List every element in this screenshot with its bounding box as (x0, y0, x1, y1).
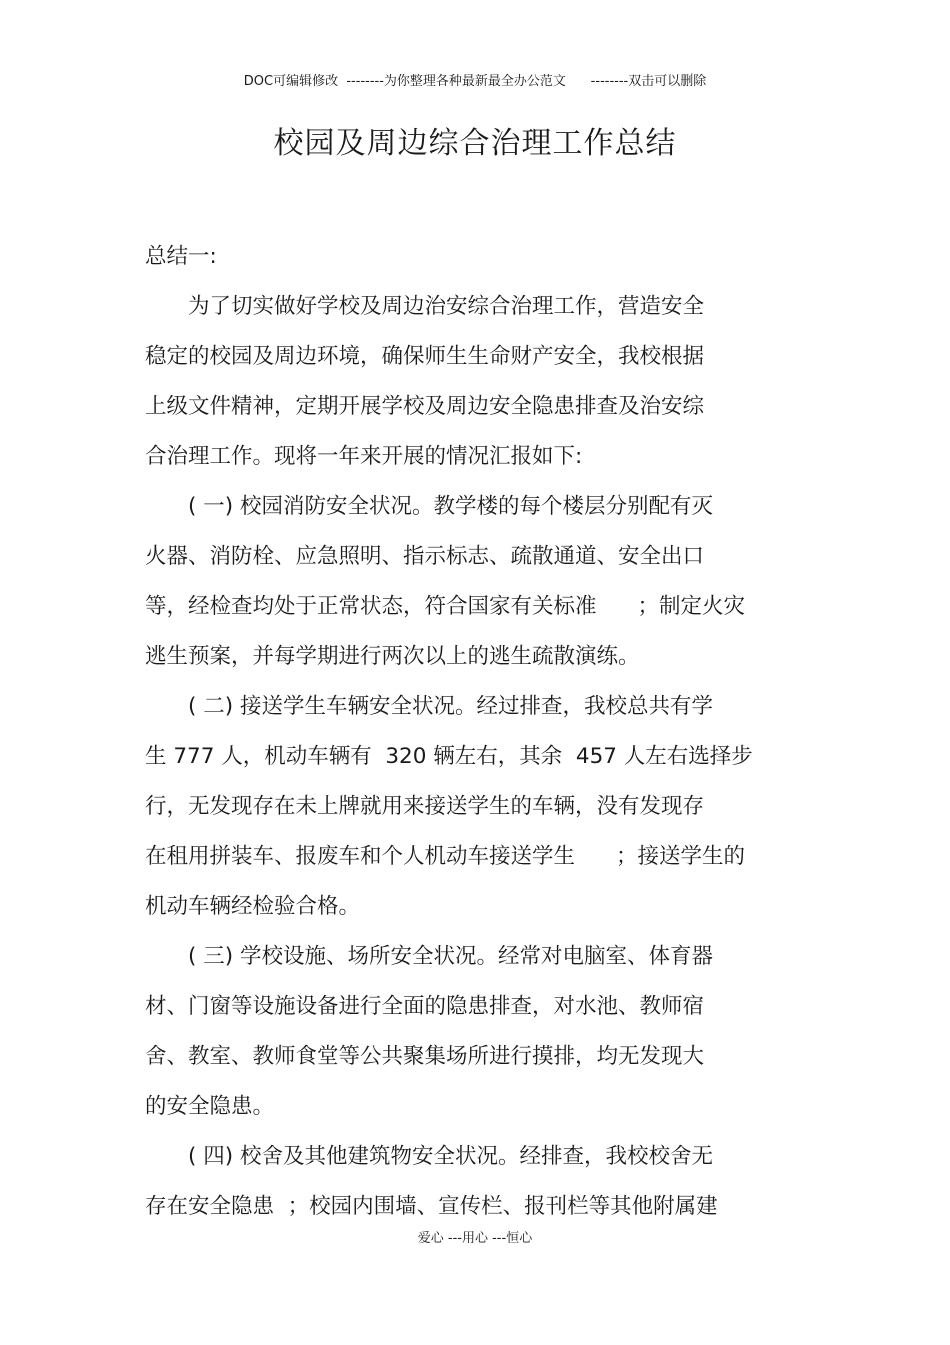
page-footer: 爱心 ---用心 ---恒心 (417, 1231, 533, 1246)
paragraph-line: 机动车辆经检验合格。 (145, 894, 361, 919)
paragraph-line: ( 二) 接送学生车辆安全状况。经过排查，我校总共有学 (145, 694, 713, 719)
paragraph-line: 存在安全隐患 ；校园内围墙、宣传栏、报刊栏等其他附属建 (145, 1194, 718, 1219)
page-header: DOC可编辑修改 --------为你整理各种最新最全办公范文 --------双击可以删除 (243, 74, 707, 89)
document-title: 校园及周边综合治理工作总结 (273, 126, 677, 161)
paragraph-line: 舍、教室、教师食堂等公共聚集场所进行摸排，均无发现大 (145, 1044, 705, 1069)
paragraph-line: 在租用拼装车、报废车和个人机动车接送学生 ；接送学生的 (145, 844, 746, 869)
paragraph-line: 的安全隐患。 (145, 1094, 275, 1119)
paragraph-line: 行，无发现存在未上牌就用来接送学生的车辆，没有发现存 (145, 794, 705, 819)
paragraph-line: 材、门窗等设施设备进行全面的隐患排查，对水池、教师宿 (145, 994, 705, 1019)
paragraph-line: 等，经检查均处于正常状态，符合国家有关标准 ；制定火灾 (145, 594, 746, 619)
paragraph-line: 火器、消防栓、应急照明、指示标志、疏散通道、安全出口 (145, 544, 705, 569)
paragraph-line: 上级文件精神，定期开展学校及周边安全隐患排查及治安综 (145, 394, 705, 419)
paragraph-line: 为了切实做好学校及周边治安综合治理工作，营造安全 (145, 294, 705, 319)
paragraph-line: 稳定的校园及周边环境，确保师生生命财产安全，我校根据 (145, 344, 705, 369)
paragraph-line: 合治理工作。现将一年来开展的情况汇报如下: (145, 444, 583, 469)
paragraph-line: ( 一) 校园消防安全状况。教学楼的每个楼层分别配有灭 (145, 494, 713, 519)
paragraph-line: 生 777 人，机动车辆有 320 辆左右，其余 457 人左右选择步 (145, 744, 753, 769)
paragraph-line: 逃生预案，并每学期进行两次以上的逃生疏散演练。 (145, 644, 640, 669)
section-heading: 总结一: (145, 244, 217, 269)
paragraph-line: ( 三) 学校设施、场所安全状况。经常对电脑室、体育器 (145, 944, 713, 969)
paragraph-line: ( 四) 校舍及其他建筑物安全状况。经排查，我校校舍无 (145, 1144, 713, 1169)
